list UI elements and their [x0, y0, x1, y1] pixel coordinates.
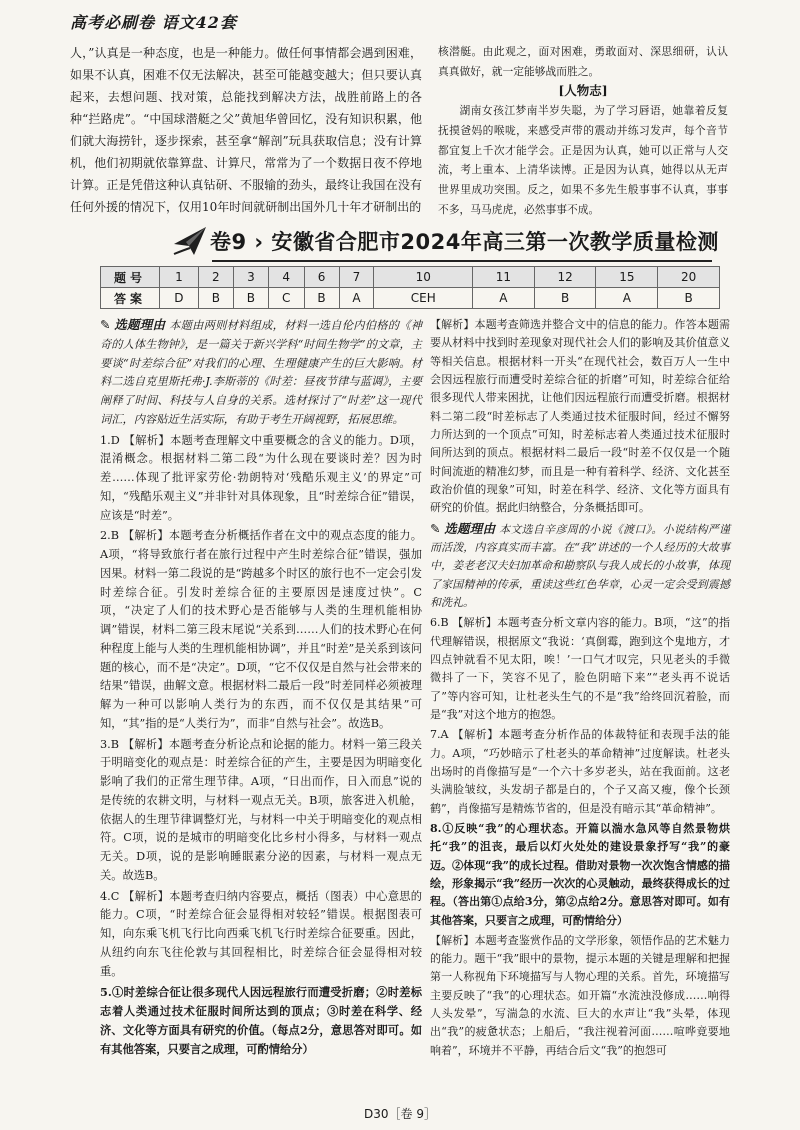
answer-q8-analysis: 【解析】本题考查鉴赏作品的文学形象，领悟作品的艺术魅力的能力。题干“我”眼中的景物，提示本题的关键是理解和把握第一人称视角下环境描写与人物心理的关系。首先，环境描写主要反映了“我”的心理状态。如开篇“水流浊没修成……响得人头发晕”，写湍急的水流、巨大的水声让“我”头晕，体现出“我”的疲惫状态；上船后，“我注视着河面……喧哗竟要地响着”，环境并不平静，再结合后文“我”的抱怨可 — [430, 933, 730, 1057]
answer-table-number-row — [101, 267, 720, 288]
top-right-column — [438, 42, 728, 219]
top-right-paragraph-end: 核潜艇。由此观之，面对困难，勇敢面对、深思细研，认认真真做好，就一定能够战而胜之。 — [438, 45, 728, 78]
question-number: 2 — [198, 267, 233, 288]
left-answer-column — [100, 316, 422, 1060]
exam-title-banner — [172, 224, 719, 262]
question-number: 7 — [339, 267, 374, 288]
reason-text: 本文选自辛彦周的小说《渡口》。小说结构严谨而活泼，内容真实而丰富。在“我”讲述的一个人经历的大故事中，姜老老汉夫妇加革命和勘察队与我人成长的小故事，体现了家国精神的传承，重读这些红色华章，心灵一定会受到震撼和洗礼。 — [430, 522, 730, 609]
answer-cell: B — [304, 288, 339, 309]
answer-cell: C — [268, 288, 304, 309]
answer-q5: 5.①时差综合征让很多现代人因远程旅行而遭受折磨；②时差标志着人类通过技术征服时间所达到的顶点；③时差在科学、经济、文化等方面具有研究的价值。（每点2分，意思答对即可。如有其他答案，只要言之成理，可酌情给分） — [100, 985, 422, 1056]
answer-cell: B — [233, 288, 268, 309]
question-number: 20 — [658, 267, 720, 288]
reason-label: ✎ 选题理由 — [430, 521, 495, 536]
answer-q6: 6.B 【解析】本题考查分析文章内容的能力。B项，“这”的指代理解错误，根据原文“我说：‘真倒霉，跑到这个鬼地方，才四点钟就看不见太阳，唉！’一口气才叹完，只见老头的手微微抖了一下，笑容不见了，脸色阴暗下来”“老头再不说话了”等内容可知，让杜老头生气的不是“我”给终回沉着脸，而是“我”对这个地方的抱怨。 — [430, 616, 730, 721]
answer-q3: 3.B 【解析】本题考查分析论点和论据的能力。材料一第三段关于明暗变化的观点是：时差综合征的产生，主要是因为明暗变化影响了我们的正常生理节律。A项，“日出而作，日入而息”说的是传统的农耕文明，与材料一观点无关。B项，旅客进入机舱，依据人的生理节律调整灯光，与材料一中关于明暗变化的观点相符。C项，说的是城市的明暗变化比乡村小得多，与材料一观点无关。D项，说的是影响睡眠素分泌的因素，与材料一观点无关。故选B。 — [100, 737, 422, 882]
top-left-column — [70, 42, 422, 218]
page-footer: D30［卷 9］ — [364, 1107, 436, 1121]
question-number: 6 — [304, 267, 339, 288]
answer-q5-analysis: 【解析】本题考查筛选并整合文中的信息的能力。作答本题需要从材料中找到时差现象对现代社会人们的影响及其价值意义等相关信息。根据材料一开头“在现代社会，数百万人一生中会因远程旅行而遭受时差综合征的折磨”可知，时差综合征给很多现代人带来困扰，让他们因远程旅行而遭受折磨。根据材料二第二段“时差标志了人类通过技术征服时间，经过不懈努力所达到的一个顶点”可知，时差标志着人类通过技术征服时间所达到的顶点。根据材料二最后一段“时差不仅仅是一个随时间流逝的精准幻梦，而且是一种有着科学、经济、文化甚至政治价值的现象”可知，时差在科学、经济、文化等方面具有研究的价值。据此归纳整合，分条概括即可。 — [430, 318, 730, 515]
reason-label: ✎ 选题理由 — [100, 317, 165, 332]
answer-q1: 1.D 【解析】本题考查理解文中重要概念的含义的能力。D项，混淆概念。根据材料二第二段“为什么现在要谈时差？因为时差……体现了批评家劳伦·勃朗特对‘残酷乐观主义’的界定”可知，“残酷乐观主义”并非针对具体现象，且“时差综合征”错误，应该是“时差”。 — [100, 433, 422, 522]
header-title: 高考必刷卷 语文42套 — [70, 13, 237, 32]
answer-q4: 4.C 【解析】本题考查归纳内容要点，概括（图表）中心意思的能力。C项，“时差综合征会显得相对较轻”错误。根据图表可知，向东乘飞机飞行比向西乘飞机飞行时差综合征要重。因此，从纽约向东飞往伦敦与其回程相比，时差综合征会显得相对较重。 — [100, 889, 422, 978]
question-number: 12 — [534, 267, 596, 288]
reason-block-2 — [430, 520, 730, 613]
top-left-paragraph: 人，”认真是一种态度，也是一种能力。做任何事情都会遇到困难，如果不认真，困难不仅无法解决，甚至可能越变越大；但只要认真起来，去想问题、找对策，总能找到解决方法，战胜前路上的各种“拦路虎”。“中国球潜艇之父”黄旭华曾回忆，没有知识积累，他们就大海捞针，逐步探索，甚至拿“解剖”玩具获取信息；没有计算机，他们初期就依靠算盘、计算尺，常常为了一个数据日夜不停地计算。正是凭借这种认真钻研、不服输的劲头，最终让我国在没有任何外援的情况下，仅用10年时间就研制出国外几十年才研制出的 — [70, 46, 422, 214]
row-label-number: 题号 — [101, 267, 160, 288]
row-label-answer: 答案 — [101, 288, 160, 309]
top-right-paragraph: 湖南女孩江梦南半岁失聪，为了学习唇语，她靠着反复抚摸爸妈的喉咙，来感受声带的震动并练习发声，每个音节都宜复上千次才能学会。正是因为认真，她可以正常与人交流，考上重本、上清华读博。正是因为认真，她得以从无声世界里成功突围。反之，如果不多先生般事事不认真，事事不多，马马虎虎，必然事事不成。 — [438, 104, 728, 216]
answer-cell: A — [473, 288, 535, 309]
reason-text: 本题由两则材料组成，材料一选自伦内伯格的《神奇的人体生物钟》，是一篇关于新兴学科“时间生物学”的文章，主要谈“时差综合征”对我们的心理、生理健康产生的巨大影响。材料二选自克里斯托弗·J.李斯蒂的《时差：昼夜节律与蓝调》，主要阐释了时间、科技与人自身的关系。选材探讨了“时差”这一现代词汇，内容贴近生活实际，有助于考生开阔视野，拓展思维。 — [100, 319, 422, 426]
answer-cell: CEH — [374, 288, 473, 309]
reason-block-1 — [100, 316, 422, 430]
title-underline — [212, 260, 712, 262]
question-number: 1 — [160, 267, 199, 288]
answer-cell: B — [658, 288, 720, 309]
paper-plane-icon — [172, 224, 208, 258]
question-number: 10 — [374, 267, 473, 288]
answer-cell: D — [160, 288, 199, 309]
answer-table-answer-row — [101, 288, 720, 309]
section-heading: [人物志] — [558, 83, 608, 99]
answer-cell: B — [198, 288, 233, 309]
answer-q2: 2.B 【解析】本题考查分析概括作者在文中的观点态度的能力。A项，“将导致旅行者在旅行过程中产生时差综合征”错误，强加因果。材料一第二段说的是“跨越多个时区的旅行也不一定会引发时差综合征。引发时差综合征的主要原因是速度过快”。C项，“决定了人们的技术野心是否能够与人类的生理机能相协调”错误，材料二第三段末尾说“关系到……人们的技术野心在何种程度上能与人类的生理机能相协调”，并且“时差”是关系到该问题的核心，而不是“决定”。D项，“它不仅仅是自然与社会带来的结果”错误，曲解文意。根据材料二最后一段“时差同样必须被理解为一种可以影响人类行为的东西，而不仅仅是其结果”可知，“其”指的是“人类行为”，而非“自然与社会”。故选B。 — [100, 529, 422, 730]
answer-cell: A — [596, 288, 658, 309]
question-number: 4 — [268, 267, 304, 288]
answer-cell: A — [339, 288, 374, 309]
question-number: 15 — [596, 267, 658, 288]
answer-q8: 8.①反映“我”的心理状态。开篇以湍水急风等自然景物烘托“我”的沮丧，最后以灯火处处的建设景象抒写“我”的豪迈。②体现“我”的成长过程。借助对景物一次次饱含情感的描绘，形象揭示“我”经历一次次的心灵触动，最终获得成长的过程。（答出第①点给3分，第②点给2分。意思答对即可。如有其他答案，只要言之成理，可酌情给分） — [430, 821, 730, 927]
answer-cell: B — [534, 288, 596, 309]
exam-title: 卷9 › 安徽省合肥市2024年高三第一次教学质量检测 — [210, 230, 719, 254]
answer-table — [100, 266, 720, 309]
pen-icon: ✎ — [100, 317, 111, 332]
question-number: 3 — [233, 267, 268, 288]
pen-icon: ✎ — [430, 520, 441, 536]
question-number: 11 — [473, 267, 535, 288]
answer-q7: 7.A 【解析】本题考查分析作品的体裁特征和表现手法的能力。A项，“巧妙暗示了杜老头的革命精神”过度解读。杜老头出场时的肖像描写是“一个六十多岁老头，站在我面前。这老头满脸皱纹，头发胡子都是白的，个子又高又瘦，像个长颈鹤”，肖像描写是精炼节省的，但是没有暗示其“革命精神”。 — [430, 728, 730, 815]
right-answer-column — [430, 316, 730, 1062]
